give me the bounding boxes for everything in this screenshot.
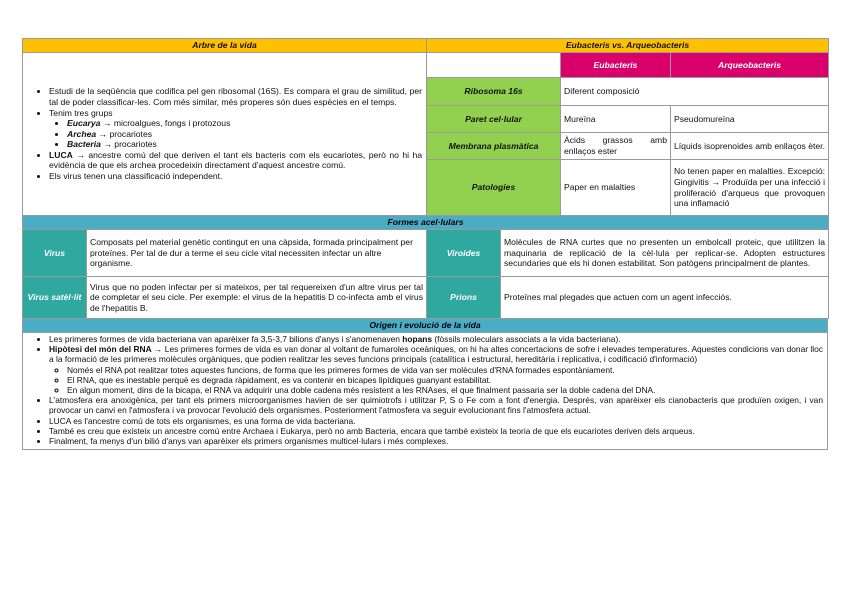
text: (fòssils moleculars associats a la vida bacteriana). <box>432 334 621 344</box>
document-sheet <box>22 38 828 450</box>
satel-label: Virus satèl·lit <box>23 277 87 319</box>
row-label: Ribosoma 16s <box>427 78 561 106</box>
hopans-term: hopans <box>402 334 433 344</box>
origen-bullet: • LUCA es l'ancestre comú de tots els organismes, es una forma de vida bacteriana. <box>49 416 823 426</box>
prions-text: Proteïnes mal plegades que actuen com un agent infecciós. <box>501 277 829 319</box>
group-name: Eucarya <box>67 118 101 129</box>
rna-hypothesis-term: Hipòtesi del món del RNA <box>49 344 152 355</box>
text: → Les primeres formes de vida es van donar al voltant de fumaroles oceàniques, on hi ha altes concertacions de sofre i elevades temperatures. Aquestes condicions van donar lloc a la formació de les primeres molècules orgàniques, que podien realitzar les seves funcions principals (catalítica i estructural, hereditària i replicativa, i codificació d'informació) <box>49 344 823 365</box>
viroides-text: Molècules de RNA curtes que no presenten un embolcall proteic, que utilitzen la maquinaria de replicació de la cèl·lula per replicar-se. Adopten estructures secundaries que els hi donen estabilitat. Son patògens principalment de plantes. <box>501 230 829 277</box>
luca-text: → ancestre comú del que deriven el tant els bacteris com els eucariotes, però no hi ha evidència de que els archea procedeixin directament d'aquest ancestre comú. <box>49 149 422 171</box>
virus-label: Virus <box>23 230 87 277</box>
top-table <box>22 38 829 216</box>
group-name: Archea <box>67 128 97 139</box>
origen-subbullet: ◦ El RNA, que es inestable perquè es degrada ràpidament, es va contenir en bicapes lipídiques guanyant estabilitat. <box>67 375 823 385</box>
origen-subbullet: ◦ Només el RNA pot realitzar totes aquestes funcions, de forma que les primeres formes de vida van ser molècules d'RNA formades espontàniament. <box>67 365 823 375</box>
origen-content <box>23 333 828 450</box>
group-item <box>67 118 422 129</box>
group-item <box>67 129 422 140</box>
origen-bullet <box>49 334 823 344</box>
origen-bullet <box>49 344 823 395</box>
eub-corner <box>427 53 561 78</box>
formes-header: Formes acel·lulars <box>23 216 829 230</box>
arbre-bullet <box>49 150 422 171</box>
row-label: Membrana plasmàtica <box>427 133 561 160</box>
virus-text: Composats pel material genètic contingut en una càpsida, formada principalment per proteïnes. Per tal de dur a terme el seu cicle vital necessiten infectar un altre organisme. <box>87 230 427 277</box>
formes-table <box>22 215 829 319</box>
origen-bullet: • També es creu que existeix un ancestre comú entre Archaea i Eukarya, però no amb Bacteria, encara que també existeix la teoria de que els eucariotes deriven dels arqueus. <box>49 426 823 436</box>
row-label: Patologies <box>427 160 561 216</box>
origen-bullet: • Finalment, fa menys d'un bilió d'anys van aparèixer els primers organismes multicel·lulars i més complexes. <box>49 436 823 446</box>
cell-arq: Pseudomureïna <box>671 106 829 133</box>
arbre-content <box>23 53 427 216</box>
group-item <box>67 139 422 150</box>
viroides-label: Viroides <box>427 230 501 277</box>
satel-text: Virus que no poden infectar per si mateixos, per tal requereixen d'un altre virus per tal de completar el seu cicle. Per exemple: el virus de la hepatitis D co-infecta amb el virus de l'hepatitis B. <box>87 277 427 319</box>
cell-arq: No tenen paper en malalties. Excepció: Gingivitis → Produïda per una infecció i proliferació d'arqueus que provoquen una inflamació <box>671 160 829 216</box>
cell-eub: Mureïna <box>561 106 671 133</box>
arbre-bullet <box>49 108 422 150</box>
prions-label: Prions <box>427 277 501 319</box>
eub-header: Eubacteris vs. Arqueobacteris <box>427 39 829 53</box>
cell-eub: Diferent composició <box>561 78 829 106</box>
cell-eub: Paper en malalties <box>561 160 671 216</box>
origen-bullet: • L'atmosfera era anoxigènica, per tant els primers microorganismes havien de ser quimiotrofs i utilitzar P, S o Fe com a font d'energia. Després, van aparèixer els cianobacteris que produïen oxigen, i van provocar un canvi en l'atmosfera i va provocar l'evolució dels organismes. Posteriorment l'atmosfera va seguir evolucionant fins l'atmosfera actual. <box>49 395 823 415</box>
arbre-bullet: • Estudi de la seqüència que codifica pel gen ribosomal (16S). Es compara el grau de similitud, per tal de poder classificar-les. Com més similar, més properes són dues espècies en el temps. <box>49 86 422 107</box>
cell-eub: Àcids grassos amb enllaços ester <box>561 133 671 160</box>
luca-name: LUCA <box>49 149 73 160</box>
origen-subbullet: ◦ En algun moment, dins de la bicapa, el RNA va adquirir una doble cadena més resistent a les RNAses, el que finalment passaria ser la doble cadena del DNA. <box>67 385 823 395</box>
col-eubacteris: Eubacteris <box>561 53 671 78</box>
arbre-header: Arbre de la vida <box>23 39 427 53</box>
col-arqueobacteris: Arqueobacteris <box>671 53 829 78</box>
arbre-bullet: • Els virus tenen una classificació independent. <box>49 171 422 182</box>
group-desc: → procariotes <box>98 128 153 139</box>
groups-intro: Tenim tres grups <box>49 107 113 118</box>
row-label: Paret cel·lular <box>427 106 561 133</box>
text: Les primeres formes de vida bacteriana van aparèixer fa 3,5-3,7 bilions d'anys i s'anomenaven <box>49 334 403 344</box>
group-desc: → procariotes <box>103 139 157 150</box>
group-desc: → microalgues, fongs i protozous <box>102 118 231 129</box>
origen-table <box>22 318 828 450</box>
group-name: Bacteria <box>67 139 101 150</box>
origen-header: Origen i evolució de la vida <box>23 319 828 333</box>
cell-arq: Líquids isoprenoides amb enllaços èter. <box>671 133 829 160</box>
